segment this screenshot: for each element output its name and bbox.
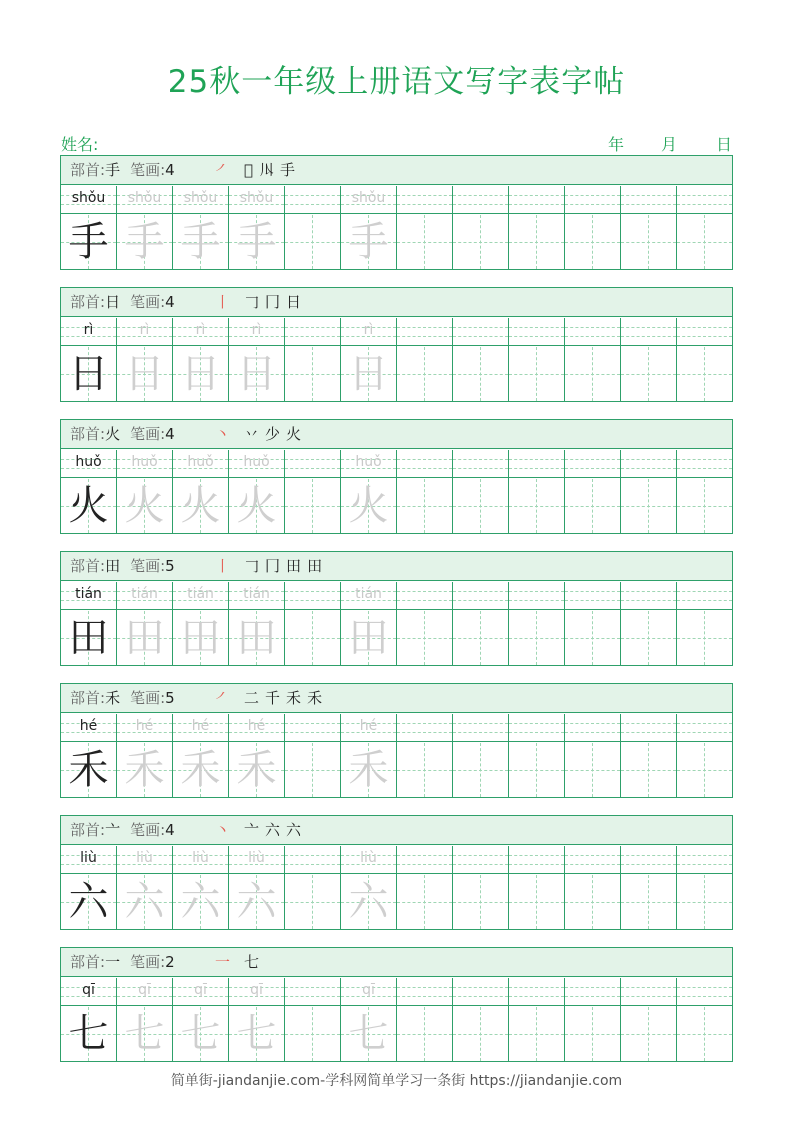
radical-label: 部首: — [70, 953, 106, 971]
character-trace: 田 — [348, 615, 389, 661]
model-cell — [61, 714, 117, 797]
practice-cell — [117, 318, 173, 401]
stroke-step: 六 — [286, 821, 302, 839]
block-header — [61, 684, 732, 713]
practice-cell — [509, 186, 565, 269]
practice-cell — [285, 318, 341, 401]
pinyin: rì — [83, 322, 94, 338]
practice-cell — [229, 846, 285, 929]
stroke-count-label: 笔画: — [130, 293, 166, 311]
pinyin-trace: rì — [251, 322, 262, 338]
year-label: 年 — [608, 135, 625, 154]
practice-cell — [341, 846, 397, 929]
pinyin-trace: tián — [355, 586, 382, 602]
practice-cell — [397, 582, 453, 665]
stroke-step: 二 — [244, 689, 260, 707]
pinyin-trace: hé — [247, 718, 266, 734]
character-trace: 七 — [180, 1011, 221, 1057]
practice-cell — [173, 186, 229, 269]
practice-cell — [397, 186, 453, 269]
stroke-count-value: 2 — [165, 953, 175, 971]
model-character: 火 — [68, 483, 109, 529]
stroke-order — [215, 288, 307, 317]
pinyin-trace: qī — [138, 982, 151, 998]
practice-cell — [453, 318, 509, 401]
pinyin-trace: hé — [191, 718, 210, 734]
practice-cell — [229, 978, 285, 1061]
practice-cell — [677, 714, 732, 797]
practice-cell — [229, 318, 285, 401]
practice-cell — [453, 582, 509, 665]
pinyin-trace: qī — [194, 982, 207, 998]
practice-cell — [397, 978, 453, 1061]
character-block — [60, 683, 733, 798]
model-cell — [61, 186, 117, 269]
character-block — [60, 155, 733, 270]
character-trace: 田 — [124, 615, 165, 661]
model-cell — [61, 450, 117, 533]
stroke-step: 丨 — [215, 293, 231, 311]
stroke-count-label: 笔画: — [130, 161, 166, 179]
pinyin-trace: shǒu — [127, 190, 162, 206]
pinyin: shǒu — [71, 190, 106, 206]
pinyin: qī — [82, 982, 95, 998]
practice-cell — [453, 978, 509, 1061]
practice-cell — [341, 318, 397, 401]
stroke-count-value: 4 — [165, 293, 175, 311]
practice-cell — [229, 450, 285, 533]
stroke-step: 少 — [265, 425, 281, 443]
practice-cell — [565, 450, 621, 533]
practice-cell — [565, 978, 621, 1061]
pinyin-trace: huǒ — [131, 454, 158, 470]
stroke-step: 亠 — [244, 821, 260, 839]
character-block — [60, 551, 733, 666]
stroke-step: 丶 — [215, 821, 231, 839]
practice-cell — [677, 582, 732, 665]
practice-cell — [565, 186, 621, 269]
practice-cell — [173, 318, 229, 401]
practice-cell — [285, 186, 341, 269]
stroke-step: 火 — [286, 425, 302, 443]
practice-cell — [117, 846, 173, 929]
practice-cell — [397, 714, 453, 797]
pinyin-trace: huǒ — [355, 454, 382, 470]
footer: 简单街-jiandanjie.com-学科网简单学习一条街 https://jiandanjie.com — [170, 1073, 623, 1089]
block-header — [61, 552, 732, 581]
radical-value: 手 — [105, 161, 121, 179]
model-character: 田 — [68, 615, 109, 661]
pinyin: hé — [79, 718, 98, 734]
page-title: 25秋一年级上册语文写字表字帖 — [167, 64, 626, 100]
stroke-order — [215, 948, 265, 977]
character-block — [60, 419, 733, 534]
stroke-step: 冂 — [265, 293, 281, 311]
pinyin-trace: shǒu — [183, 190, 218, 206]
stroke-step: 冂 — [265, 557, 281, 575]
pinyin-trace: shǒu — [239, 190, 274, 206]
character-trace: 手 — [236, 219, 277, 265]
pinyin-trace: tián — [131, 586, 158, 602]
practice-cell — [621, 318, 677, 401]
stroke-step: 禾 — [307, 689, 323, 707]
stroke-count-label: 笔画: — [130, 821, 166, 839]
stroke-step: 一 — [215, 953, 231, 971]
stroke-order — [215, 552, 328, 581]
practice-cell — [621, 450, 677, 533]
practice-cell — [229, 714, 285, 797]
practice-cell — [677, 186, 732, 269]
practice-cell — [341, 450, 397, 533]
writing-grid — [61, 582, 732, 665]
writing-grid — [61, 978, 732, 1061]
practice-cell — [341, 978, 397, 1061]
stroke-count-value: 5 — [165, 689, 175, 707]
stroke-order — [215, 420, 307, 449]
stroke-step: 田 — [307, 557, 323, 575]
pinyin-trace: liù — [192, 850, 209, 866]
practice-cell — [621, 186, 677, 269]
practice-cell — [509, 582, 565, 665]
pinyin-trace: huǒ — [243, 454, 270, 470]
stroke-step: 𠄐 — [244, 161, 254, 179]
month-label: 月 — [661, 135, 678, 154]
practice-cell — [677, 978, 732, 1061]
practice-cell — [173, 846, 229, 929]
stroke-count-label: 笔画: — [130, 953, 166, 971]
model-cell — [61, 318, 117, 401]
block-header — [61, 948, 732, 977]
practice-cell — [397, 318, 453, 401]
practice-cell — [677, 846, 732, 929]
practice-cell — [509, 978, 565, 1061]
character-block — [60, 815, 733, 930]
block-header — [61, 420, 732, 449]
character-trace: 火 — [236, 483, 277, 529]
radical-value: 亠 — [105, 821, 121, 839]
pinyin: tián — [75, 586, 102, 602]
practice-cell — [509, 450, 565, 533]
practice-cell — [117, 978, 173, 1061]
character-trace: 手 — [348, 219, 389, 265]
character-trace: 日 — [236, 351, 277, 397]
model-character: 六 — [68, 879, 109, 925]
practice-cell — [621, 714, 677, 797]
model-character: 日 — [68, 351, 109, 397]
model-cell — [61, 582, 117, 665]
practice-cell — [621, 582, 677, 665]
stroke-step: 七 — [244, 953, 260, 971]
character-trace: 禾 — [180, 747, 221, 793]
practice-cell — [173, 582, 229, 665]
writing-grid — [61, 186, 732, 269]
pinyin-trace: qī — [250, 982, 263, 998]
practice-cell — [509, 714, 565, 797]
practice-cell — [285, 978, 341, 1061]
practice-cell — [509, 318, 565, 401]
practice-cell — [117, 450, 173, 533]
practice-cell — [341, 714, 397, 797]
pinyin-trace: hé — [135, 718, 154, 734]
practice-cell — [677, 318, 732, 401]
radical-label: 部首: — [70, 293, 106, 311]
stroke-count-value: 4 — [165, 161, 175, 179]
pinyin-trace: shǒu — [351, 190, 386, 206]
practice-cell — [621, 846, 677, 929]
character-trace: 日 — [124, 351, 165, 397]
stroke-count-value: 4 — [165, 425, 175, 443]
practice-cell — [565, 714, 621, 797]
practice-cell — [453, 714, 509, 797]
pinyin-trace: hé — [359, 718, 378, 734]
stroke-count-value: 4 — [165, 821, 175, 839]
character-trace: 田 — [180, 615, 221, 661]
pinyin: huǒ — [75, 454, 102, 470]
practice-cell — [285, 714, 341, 797]
character-trace: 手 — [124, 219, 165, 265]
practice-cell — [397, 846, 453, 929]
stroke-order — [215, 156, 301, 185]
radical-label: 部首: — [70, 425, 106, 443]
practice-cell — [229, 582, 285, 665]
stroke-step: 千 — [265, 689, 281, 707]
radical-label: 部首: — [70, 821, 106, 839]
practice-cell — [453, 450, 509, 533]
block-header — [61, 288, 732, 317]
character-trace: 禾 — [348, 747, 389, 793]
pinyin: liù — [80, 850, 97, 866]
stroke-count-value: 5 — [165, 557, 175, 575]
stroke-step: 六 — [265, 821, 281, 839]
radical-value: 火 — [105, 425, 121, 443]
stroke-count-label: 笔画: — [130, 689, 166, 707]
practice-cell — [621, 978, 677, 1061]
character-trace: 火 — [124, 483, 165, 529]
practice-cell — [565, 318, 621, 401]
practice-cell — [453, 186, 509, 269]
character-trace: 日 — [180, 351, 221, 397]
stroke-step: 丶 — [215, 425, 231, 443]
practice-cell — [229, 186, 285, 269]
practice-cell — [285, 846, 341, 929]
character-trace: 禾 — [124, 747, 165, 793]
writing-grid — [61, 318, 732, 401]
character-trace: 七 — [124, 1011, 165, 1057]
character-block — [60, 947, 733, 1062]
radical-label: 部首: — [70, 557, 106, 575]
day-label: 日 — [716, 135, 733, 154]
character-trace: 日 — [348, 351, 389, 397]
stroke-step: 手 — [280, 161, 296, 179]
practice-cell — [173, 978, 229, 1061]
model-character: 手 — [68, 219, 109, 265]
stroke-step: 日 — [286, 293, 302, 311]
character-trace: 火 — [180, 483, 221, 529]
pinyin-trace: qī — [362, 982, 375, 998]
pinyin-trace: rì — [195, 322, 206, 338]
practice-cell — [341, 582, 397, 665]
name-date-line — [61, 132, 733, 152]
radical-value: 田 — [105, 557, 121, 575]
name-label: 姓名: — [61, 135, 99, 154]
block-header — [61, 816, 732, 845]
stroke-step: 禾 — [286, 689, 302, 707]
practice-cell — [173, 714, 229, 797]
practice-cell — [453, 846, 509, 929]
character-block — [60, 287, 733, 402]
pinyin-trace: rì — [363, 322, 374, 338]
practice-cell — [285, 450, 341, 533]
practice-cell — [117, 714, 173, 797]
pinyin-trace: liù — [360, 850, 377, 866]
model-character: 禾 — [68, 747, 109, 793]
radical-label: 部首: — [70, 161, 106, 179]
pinyin-trace: tián — [243, 586, 270, 602]
practice-cell — [677, 450, 732, 533]
character-trace: 六 — [180, 879, 221, 925]
practice-cell — [565, 846, 621, 929]
pinyin-trace: liù — [248, 850, 265, 866]
radical-value: 禾 — [105, 689, 121, 707]
stroke-step: 𠃌 — [244, 557, 260, 575]
stroke-step: 丨 — [215, 557, 231, 575]
practice-cell — [117, 582, 173, 665]
character-trace: 六 — [236, 879, 277, 925]
character-trace: 七 — [348, 1011, 389, 1057]
stroke-step: 𠄓 — [259, 161, 275, 179]
model-character: 七 — [68, 1011, 109, 1057]
character-trace: 七 — [236, 1011, 277, 1057]
pinyin-trace: liù — [136, 850, 153, 866]
character-trace: 禾 — [236, 747, 277, 793]
writing-grid — [61, 714, 732, 797]
model-cell — [61, 978, 117, 1061]
stroke-order — [215, 816, 307, 845]
radical-value: 日 — [105, 293, 121, 311]
stroke-step: 丷 — [244, 425, 260, 443]
character-trace: 火 — [348, 483, 389, 529]
radical-label: 部首: — [70, 689, 106, 707]
character-trace: 田 — [236, 615, 277, 661]
practice-cell — [397, 450, 453, 533]
practice-cell — [509, 846, 565, 929]
writing-grid — [61, 450, 732, 533]
character-trace: 六 — [348, 879, 389, 925]
practice-cell — [117, 186, 173, 269]
stroke-count-label: 笔画: — [130, 425, 166, 443]
stroke-step: ㇒ — [215, 689, 231, 707]
character-trace: 六 — [124, 879, 165, 925]
stroke-step: ㇒ — [215, 161, 231, 179]
practice-cell — [565, 582, 621, 665]
practice-cell — [285, 582, 341, 665]
block-header — [61, 156, 732, 185]
pinyin-trace: rì — [139, 322, 150, 338]
writing-grid — [61, 846, 732, 929]
model-cell — [61, 846, 117, 929]
pinyin-trace: huǒ — [187, 454, 214, 470]
pinyin-trace: tián — [187, 586, 214, 602]
stroke-step: 𠃌 — [244, 293, 260, 311]
radical-value: 一 — [105, 953, 121, 971]
practice-cell — [173, 450, 229, 533]
stroke-step: 田 — [286, 557, 302, 575]
character-trace: 手 — [180, 219, 221, 265]
stroke-order — [215, 684, 328, 713]
stroke-count-label: 笔画: — [130, 557, 166, 575]
practice-cell — [341, 186, 397, 269]
